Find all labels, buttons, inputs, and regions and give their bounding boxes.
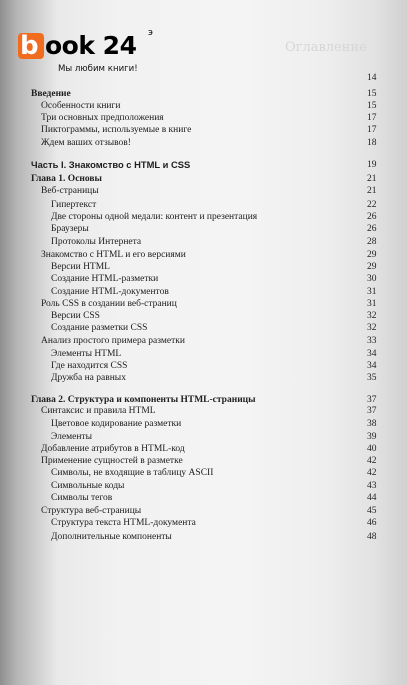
toc-entry-page: 34	[367, 361, 377, 371]
toc-entry-page: 15	[367, 89, 377, 99]
toc-entry-title: Элементы	[51, 432, 92, 442]
toc-entry-page: 15	[367, 101, 377, 111]
toc-entry-title: Версии HTML	[51, 262, 110, 272]
toc-entry	[0, 211, 407, 223]
logo-tagline: Мы любим книги!	[58, 64, 138, 74]
toc-entry-page: 28	[367, 237, 377, 247]
toc-entry	[0, 310, 407, 322]
toc-entry-page: 42	[367, 456, 377, 466]
toc-entry	[0, 88, 407, 100]
toc-entry-page: 21	[367, 174, 377, 184]
toc-entry-title: Где находится CSS	[51, 361, 128, 371]
toc-entry	[0, 360, 407, 372]
toc-entry	[0, 298, 407, 310]
logo-superscript: э	[148, 28, 153, 38]
toc-entry-title: Знакомство с HTML и его версиями	[41, 250, 186, 260]
toc-entry	[0, 100, 407, 112]
toc-entry-page: 48	[367, 532, 377, 542]
toc-entry	[0, 112, 407, 124]
toc-entry-page: 37	[367, 406, 377, 416]
toc-entry-title: Применение сущностей в разметке	[41, 456, 183, 466]
toc-entry-title: Символьные коды	[51, 481, 125, 491]
toc-entry-page: 19	[367, 160, 377, 170]
toc-entry	[0, 322, 407, 334]
toc-entry	[0, 236, 407, 248]
toc-entry-title: Элементы HTML	[51, 349, 122, 359]
toc-entry	[0, 335, 407, 347]
toc-entry-page: 17	[367, 125, 377, 135]
toc-entry-title: Структура текста HTML-документа	[51, 518, 196, 528]
toc-entry	[0, 185, 407, 197]
toc-entry-page: 31	[367, 299, 377, 309]
toc-entry	[0, 467, 407, 479]
toc-entry	[0, 492, 407, 504]
toc-entry-page: 26	[367, 212, 377, 222]
toc-entry-title: Создание разметки CSS	[51, 323, 148, 333]
toc-entry-title: Гипертекст	[51, 200, 97, 210]
toc-entry-title: Протоколы Интернета	[51, 237, 142, 247]
toc-entry	[0, 443, 407, 455]
toc-entry-page: 39	[367, 432, 377, 442]
toc-entry-page: 44	[367, 493, 377, 503]
toc-entry-title: Цветовое кодирование разметки	[51, 419, 182, 429]
toc-entry-page: 26	[367, 224, 377, 234]
toc-entry-title: Структура веб-страницы	[41, 506, 142, 516]
toc-entry	[0, 249, 407, 261]
toc-entry	[0, 137, 407, 149]
toc-entry-page: 35	[367, 373, 377, 383]
toc-entry-title: Синтаксис и правила HTML	[41, 406, 156, 416]
toc-entry	[0, 223, 407, 235]
toc-entry-title: Три основных предположения	[41, 113, 164, 123]
toc-entry-page: 32	[367, 311, 377, 321]
toc-entry	[0, 173, 407, 185]
toc-entry	[0, 286, 407, 298]
toc-entry-page: 38	[367, 419, 377, 429]
toc-entry-page: 37	[367, 395, 377, 405]
toc-entry	[0, 261, 407, 273]
toc-entry-page: 40	[367, 444, 377, 454]
toc-entry-title: Символы, не входящие в таблицу ASCII	[51, 468, 214, 478]
toc-entry-title: Особенности книги	[41, 101, 121, 111]
toc-entry	[0, 72, 407, 84]
toc-entry-title: Добавление атрибутов в HTML-код	[41, 444, 185, 454]
toc-entry-page: 45	[367, 506, 377, 516]
toc-entry-title: Роль CSS в создании веб-страниц	[41, 299, 177, 309]
toc-entry	[0, 199, 407, 211]
toc-entry	[0, 372, 407, 384]
toc-entry-title: Анализ простого примера разметки	[41, 336, 185, 346]
toc-entry-title: Глава 1. Основы	[31, 174, 102, 184]
toc-entry-page: 30	[367, 274, 377, 284]
toc-entry-title: Две стороны одной медали: контент и презентация	[51, 212, 258, 222]
toc-entry-page: 31	[367, 287, 377, 297]
toc-entry-title: Часть I. Знакомство с HTML и CSS	[31, 159, 191, 170]
toc-entry-title: Символы тегов	[51, 493, 113, 503]
toc-entry-page: 29	[367, 262, 377, 272]
toc-entry	[0, 531, 407, 543]
toc-entry	[0, 517, 407, 529]
toc-entry-title: Ждем ваших отзывов!	[41, 138, 131, 148]
logo-wordmark: ook 24	[45, 31, 137, 60]
toc-entry-page: 32	[367, 323, 377, 333]
toc-entry-title: Дружба на равных	[51, 373, 126, 383]
toc-entry	[0, 348, 407, 360]
toc-entry	[0, 480, 407, 492]
toc-entry-title: Создание HTML-документов	[51, 287, 169, 297]
toc-entry-title: Введение	[31, 89, 71, 99]
toc-entry	[0, 418, 407, 430]
toc-entry-page: 21	[367, 186, 377, 196]
toc-entry	[0, 159, 407, 171]
toc-entry-page: 22	[367, 200, 377, 210]
toc-entry-page: 18	[367, 138, 377, 148]
toc-entry-page: 17	[367, 113, 377, 123]
toc-entry-title: Версии CSS	[51, 311, 100, 321]
toc-entry	[0, 405, 407, 417]
toc-entry-page: 43	[367, 481, 377, 491]
toc-entry-title: Создание HTML-разметки	[51, 274, 159, 284]
ghost-page-title: Оглавление	[285, 40, 367, 55]
toc-entry	[0, 124, 407, 136]
toc-entry-page: 42	[367, 468, 377, 478]
toc-entry	[0, 455, 407, 467]
toc-entry-page: 29	[367, 250, 377, 260]
toc-entry-title: Веб-страницы	[41, 186, 99, 196]
toc-entry-page: 34	[367, 349, 377, 359]
toc-entry	[0, 273, 407, 285]
toc-entry-title: Дополнительные компоненты	[51, 532, 172, 542]
toc-entry-title: Браузеры	[51, 224, 89, 234]
toc-entry-title: Пиктограммы, используемые в книге	[41, 125, 192, 135]
toc-entry	[0, 431, 407, 443]
toc-entry-page: 33	[367, 336, 377, 346]
toc-entry-page: 14	[367, 73, 377, 83]
toc-entry	[0, 505, 407, 517]
logo-mark-letter: b	[20, 31, 39, 61]
toc-entry-page: 46	[367, 518, 377, 528]
toc-entry-title: Глава 2. Структура и компоненты HTML-страницы	[31, 395, 256, 405]
